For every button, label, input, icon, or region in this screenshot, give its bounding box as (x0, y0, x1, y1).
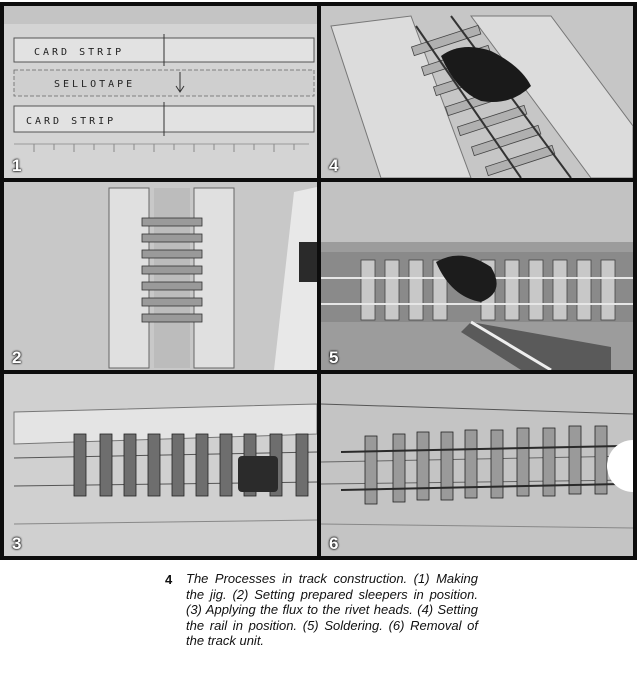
panel-number-1: 1 (12, 156, 22, 175)
panel-number-5: 5 (329, 348, 339, 367)
card-strip-label-top: CARD STRIP (34, 47, 125, 58)
panel-number-6: 6 (329, 534, 339, 553)
photo-panel-6 (321, 374, 633, 556)
panel-number-4: 4 (329, 156, 339, 175)
figure-caption: The Processes in track construction. (1) Making the jig. (2) Setting prepared sleepers in position. (3) Applying the flux to the rivet heads. (4) Setting the rail in position. (5) Soldering. (6) Removal of the track unit. (186, 571, 478, 648)
photo-panel-3 (4, 374, 317, 556)
photo-plate (0, 2, 637, 560)
flux-photo (4, 374, 317, 556)
rail-setting-photo (321, 6, 633, 178)
photo-panel-2 (4, 182, 317, 370)
photo-panel-5 (321, 182, 633, 370)
panel-number-2: 2 (12, 348, 22, 367)
sleepers-photo (4, 182, 317, 370)
card-strip-label-bottom: CARD STRIP (26, 116, 117, 127)
soldering-photo (321, 182, 633, 370)
track-unit-photo (321, 374, 633, 556)
jig-photo (4, 6, 317, 178)
panel-number-3: 3 (12, 534, 22, 553)
figure-number: 4 (165, 572, 173, 587)
sellotape-label: SELLOTAPE (54, 79, 136, 90)
photo-panel-4 (321, 6, 633, 178)
photo-panel-1 (4, 6, 317, 178)
